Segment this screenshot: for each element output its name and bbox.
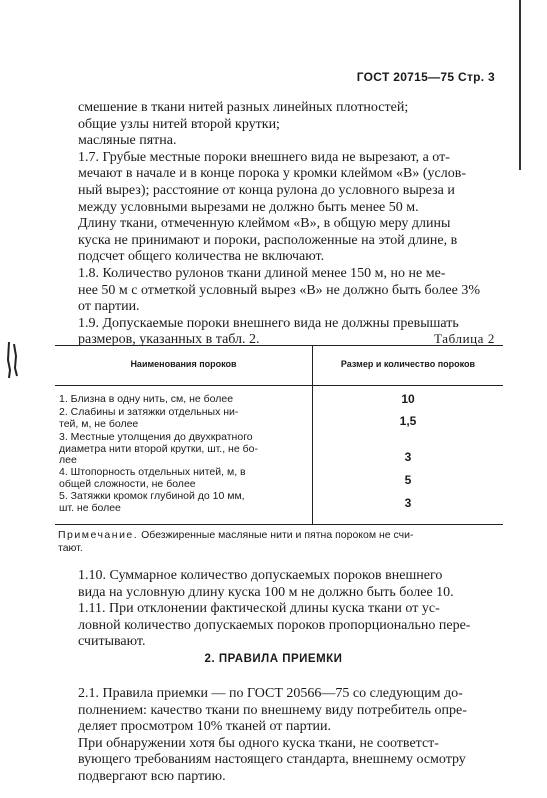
- cell-line: 3. Местные утолщения до двухкратного: [59, 431, 253, 443]
- text-line: деляет просмотром 10% тканей от партии.: [78, 719, 332, 735]
- text-line: размеров, указанных в табл. 2.: [78, 332, 260, 348]
- body-text-block-3: [78, 686, 498, 786]
- text-line: полнением: качество ткани по внешнему виду потребитель опре-: [78, 702, 467, 718]
- text-line: нее 50 м с отметкой условный вырез «В» не должно быть более 3%: [78, 282, 481, 298]
- defects-table: [55, 345, 503, 525]
- table-header-size: Размер и количество пороков: [340, 359, 476, 369]
- table-row-3-name: [59, 432, 307, 467]
- table-header-rule: [55, 385, 503, 386]
- table-row-2-name: [59, 407, 307, 430]
- text-line: от партии.: [78, 299, 140, 315]
- cell-line: 1. Близна в одну нить, см, не более: [59, 393, 234, 405]
- cell-line: лее: [59, 454, 77, 466]
- text-line: вида на условную длину куска 100 м не должно быть более 10.: [78, 584, 454, 600]
- note-line-1: [58, 529, 500, 542]
- text-line: считывают.: [78, 634, 146, 650]
- table-row-5-name: [59, 491, 307, 514]
- section-heading: 2. ПРАВИЛА ПРИЕМКИ: [204, 653, 343, 665]
- table-row-2-value: 1,5: [399, 414, 417, 428]
- note-label: Примечание.: [58, 529, 139, 541]
- body-text-block-1: [78, 100, 498, 349]
- text-line: Длину ткани, отмеченную клеймом «В», в общую меру длины: [78, 216, 451, 232]
- text-line: масляные пятна.: [78, 133, 177, 149]
- table-row-3-value: 3: [404, 450, 412, 464]
- text-line: При обнаружении хотя бы одного куска ткани, не соответст-: [78, 735, 439, 751]
- body-text-block-2: [78, 568, 498, 651]
- note-text: Обезжиренные масляные нити и пятна пороком не счи-: [141, 529, 414, 541]
- text-line: ловной количество допускаемых пороков пропорционально пере-: [78, 617, 471, 633]
- page-header: ГОСТ 20715—75 Стр. 3: [356, 70, 495, 84]
- text-line: смешение в ткани нитей разных линейных плотностей;: [78, 100, 409, 115]
- table-row-4-name: [59, 467, 307, 490]
- text-line: 2.1. Правила приемки — по ГОСТ 20566—75 со следующим до-: [78, 686, 463, 701]
- text-line: вующего требованиям настоящего стандарта, внешнему осмотру: [78, 752, 466, 768]
- cell-line: 2. Слабины и затяжки отдельных ни-: [59, 406, 239, 418]
- text-line: подсчет общего количества не включают.: [78, 249, 325, 265]
- margin-rule: [519, 0, 521, 170]
- text-line: подвергают всю партию.: [78, 768, 226, 784]
- cell-line: 5. Затяжки кромок глубиной до 10 мм,: [59, 490, 245, 502]
- text-line: 1.8. Количество рулонов ткани длиной менее 150 м, но не ме-: [78, 265, 446, 281]
- table-header-name: Наименования пороков: [130, 359, 237, 369]
- table-row-5-value: 3: [404, 496, 412, 510]
- text-line: куска не принимают и пороки, расположенные на этой длине, в: [78, 232, 458, 248]
- table-note: [58, 529, 500, 555]
- table-caption: Таблица 2: [434, 331, 495, 346]
- cell-line: шт. не более: [59, 501, 121, 514]
- text-line: 1.9. Допускаемые пороки внешнего вида не должны превышать: [78, 315, 459, 331]
- table-row-4-value: 5: [404, 473, 412, 487]
- text-line: между условными вырезами не должно быть менее 50 м.: [78, 199, 419, 215]
- text-line: 1.7. Грубые местные пороки внешнего вида не вырезают, а от-: [78, 149, 450, 165]
- cell-line: диаметра нити второй крутки, шт., не бо-: [59, 442, 258, 455]
- cell-line: 4. Штопорность отдельных нитей, м, в: [59, 466, 246, 478]
- table-row-1-name: [59, 394, 307, 406]
- text-line: 1.10. Суммарное количество допускаемых пороков внешнего: [78, 568, 443, 583]
- note-line-2: тают.: [58, 542, 83, 554]
- cell-line: общей сложности, не более: [59, 477, 196, 490]
- table-row-1-value: 10: [401, 392, 415, 406]
- text-line: общие узлы нитей второй крутки;: [78, 116, 280, 132]
- text-line: ный вырез); расстояние от конца рулона до условного выреза и: [78, 182, 455, 198]
- scan-artifact-mark: [6, 340, 20, 380]
- text-line: 1.11. При отклонении фактической длины куска ткани от ус-: [78, 601, 440, 617]
- text-line: мечают в начале и в конце порока у кромки клеймом «В» (услов-: [78, 166, 467, 182]
- cell-line: тей, м, не более: [59, 417, 139, 430]
